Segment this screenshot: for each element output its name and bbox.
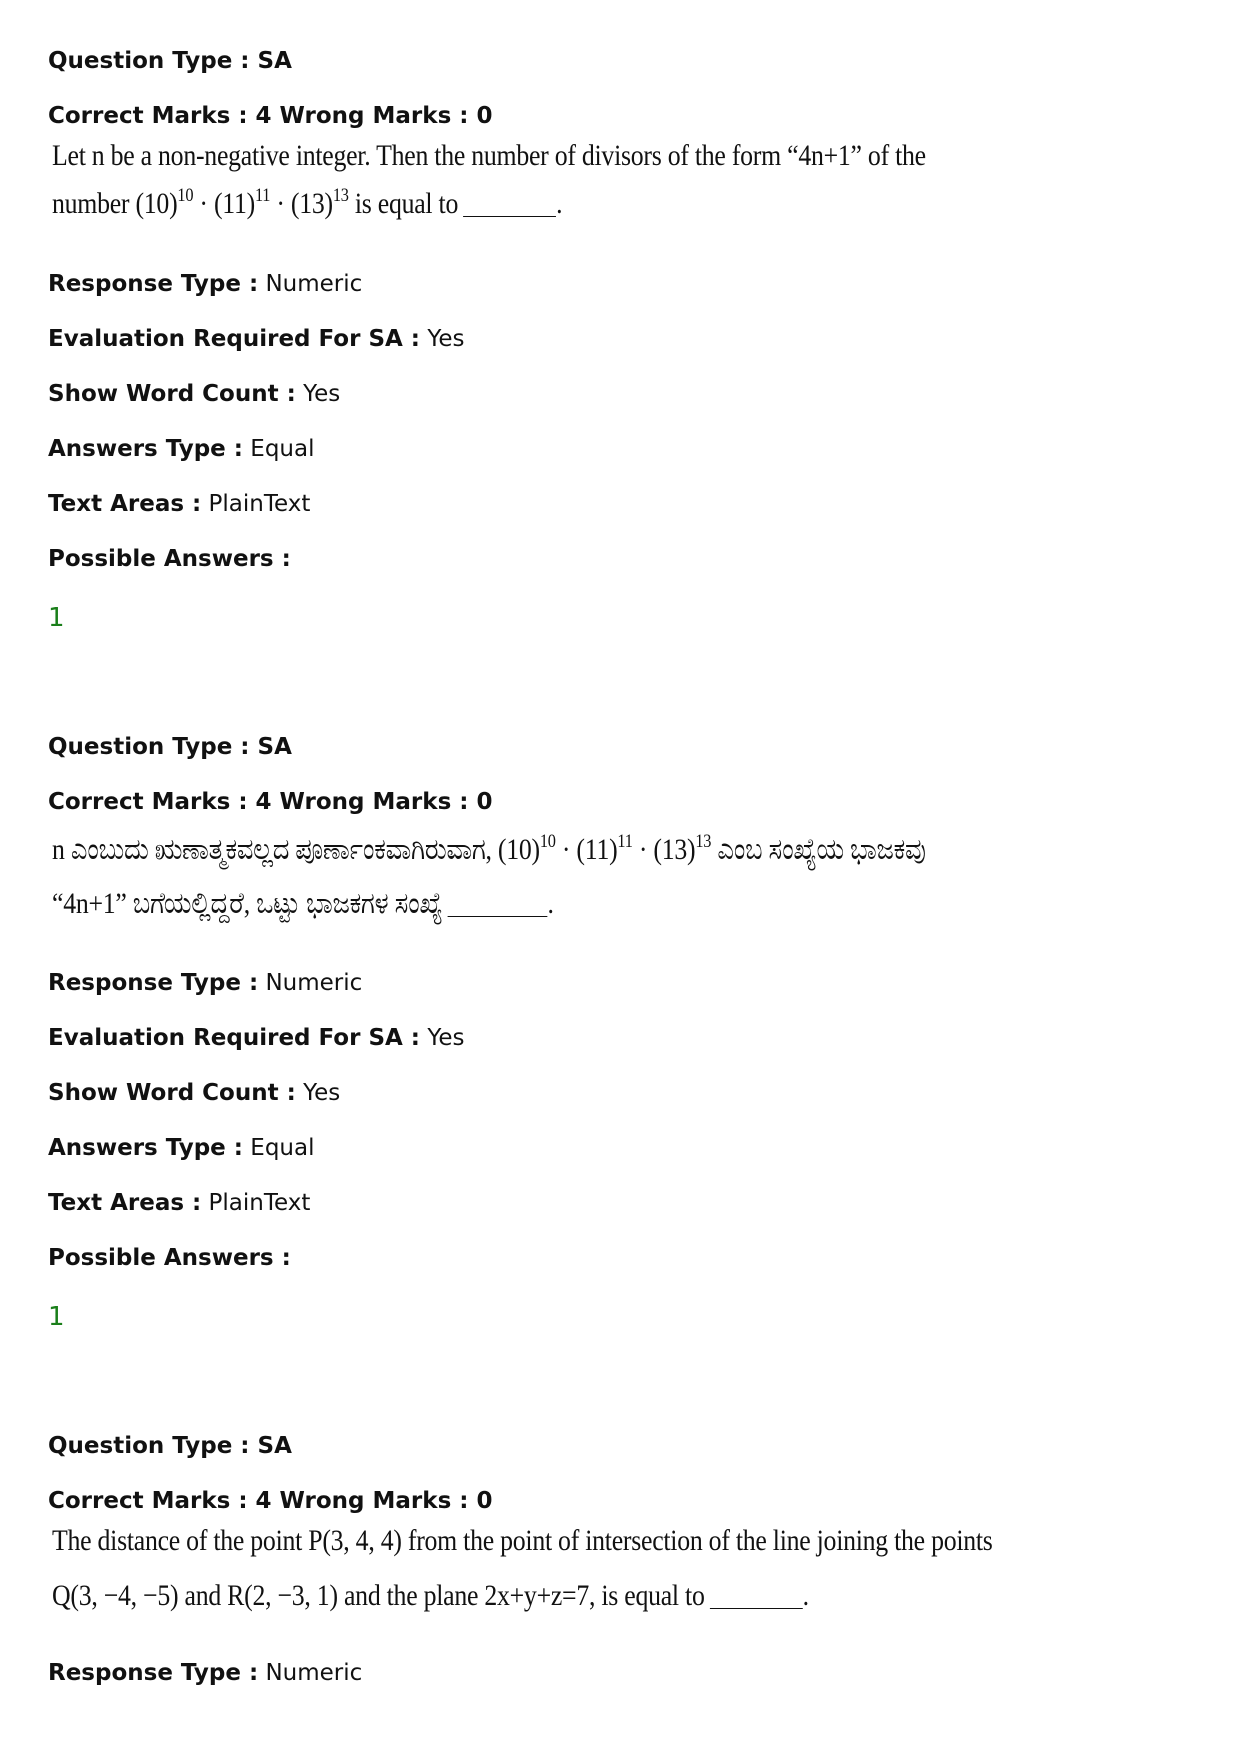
- answers-type: Answers Type : Equal: [48, 1135, 315, 1161]
- response-type: Response Type : Numeric: [48, 1660, 363, 1686]
- show-word-count: Show Word Count : Yes: [48, 1080, 341, 1106]
- text-areas: Text Areas : PlainText: [48, 1190, 311, 1216]
- answer-blank: [710, 1582, 803, 1609]
- show-word-count: Show Word Count : Yes: [48, 381, 341, 407]
- possible-answers-label: Possible Answers :: [48, 546, 291, 572]
- marks-info: Correct Marks : 4 Wrong Marks : 0: [48, 789, 493, 815]
- answer-blank: [463, 190, 556, 217]
- question-text-line: The distance of the point P(3, 4, 4) from the point of intersection of the line joining the points: [52, 1524, 993, 1557]
- question-text-line: Let n be a non-negative integer. Then the number of divisors of the form “4n+1” of the: [52, 139, 926, 172]
- question-text-line: n ಎಂಬುದು ಋಣಾತ್ಮಕವಲ್ಲದ ಪೂರ್ಣಾಂಕವಾಗಿರುವಾಗ, $(10)^{10} \cdot (11)^{11} \cdot (13)^{13}$ ಎಂಬ ಸಂಖ್ಯೆಯ ಭಾಜಕವು: [52, 831, 926, 866]
- possible-answer-value: 1: [48, 603, 65, 633]
- question-type: Question Type : SA: [48, 1433, 292, 1459]
- answer-blank: [448, 890, 548, 917]
- question-text-line: number $(10)^{10} \cdot (11)^{11} \cdot (13)^{13}$ is equal to .: [52, 185, 563, 220]
- possible-answer-value: 1: [48, 1302, 65, 1332]
- response-type: Response Type : Numeric: [48, 970, 363, 996]
- answers-type: Answers Type : Equal: [48, 436, 315, 462]
- marks-info: Correct Marks : 4 Wrong Marks : 0: [48, 1488, 493, 1514]
- question-text-line: Q(3, −4, −5) and R(2, −3, 1) and the plane 2x+y+z=7, is equal to .: [52, 1579, 809, 1612]
- evaluation-required: Evaluation Required For SA : Yes: [48, 1025, 465, 1051]
- question-text-line: “4n+1” ಬಗೆಯಲ್ಲಿದ್ದರೆ, ಒಟ್ಟು ಭಾಜಕಗಳ ಸಂಖ್ಯೆ .: [52, 887, 554, 920]
- question-type: Question Type : SA: [48, 48, 292, 74]
- possible-answers-label: Possible Answers :: [48, 1245, 291, 1271]
- evaluation-required: Evaluation Required For SA : Yes: [48, 326, 465, 352]
- question-type: Question Type : SA: [48, 734, 292, 760]
- response-type: Response Type : Numeric: [48, 271, 363, 297]
- text-areas: Text Areas : PlainText: [48, 491, 311, 517]
- marks-info: Correct Marks : 4 Wrong Marks : 0: [48, 103, 493, 129]
